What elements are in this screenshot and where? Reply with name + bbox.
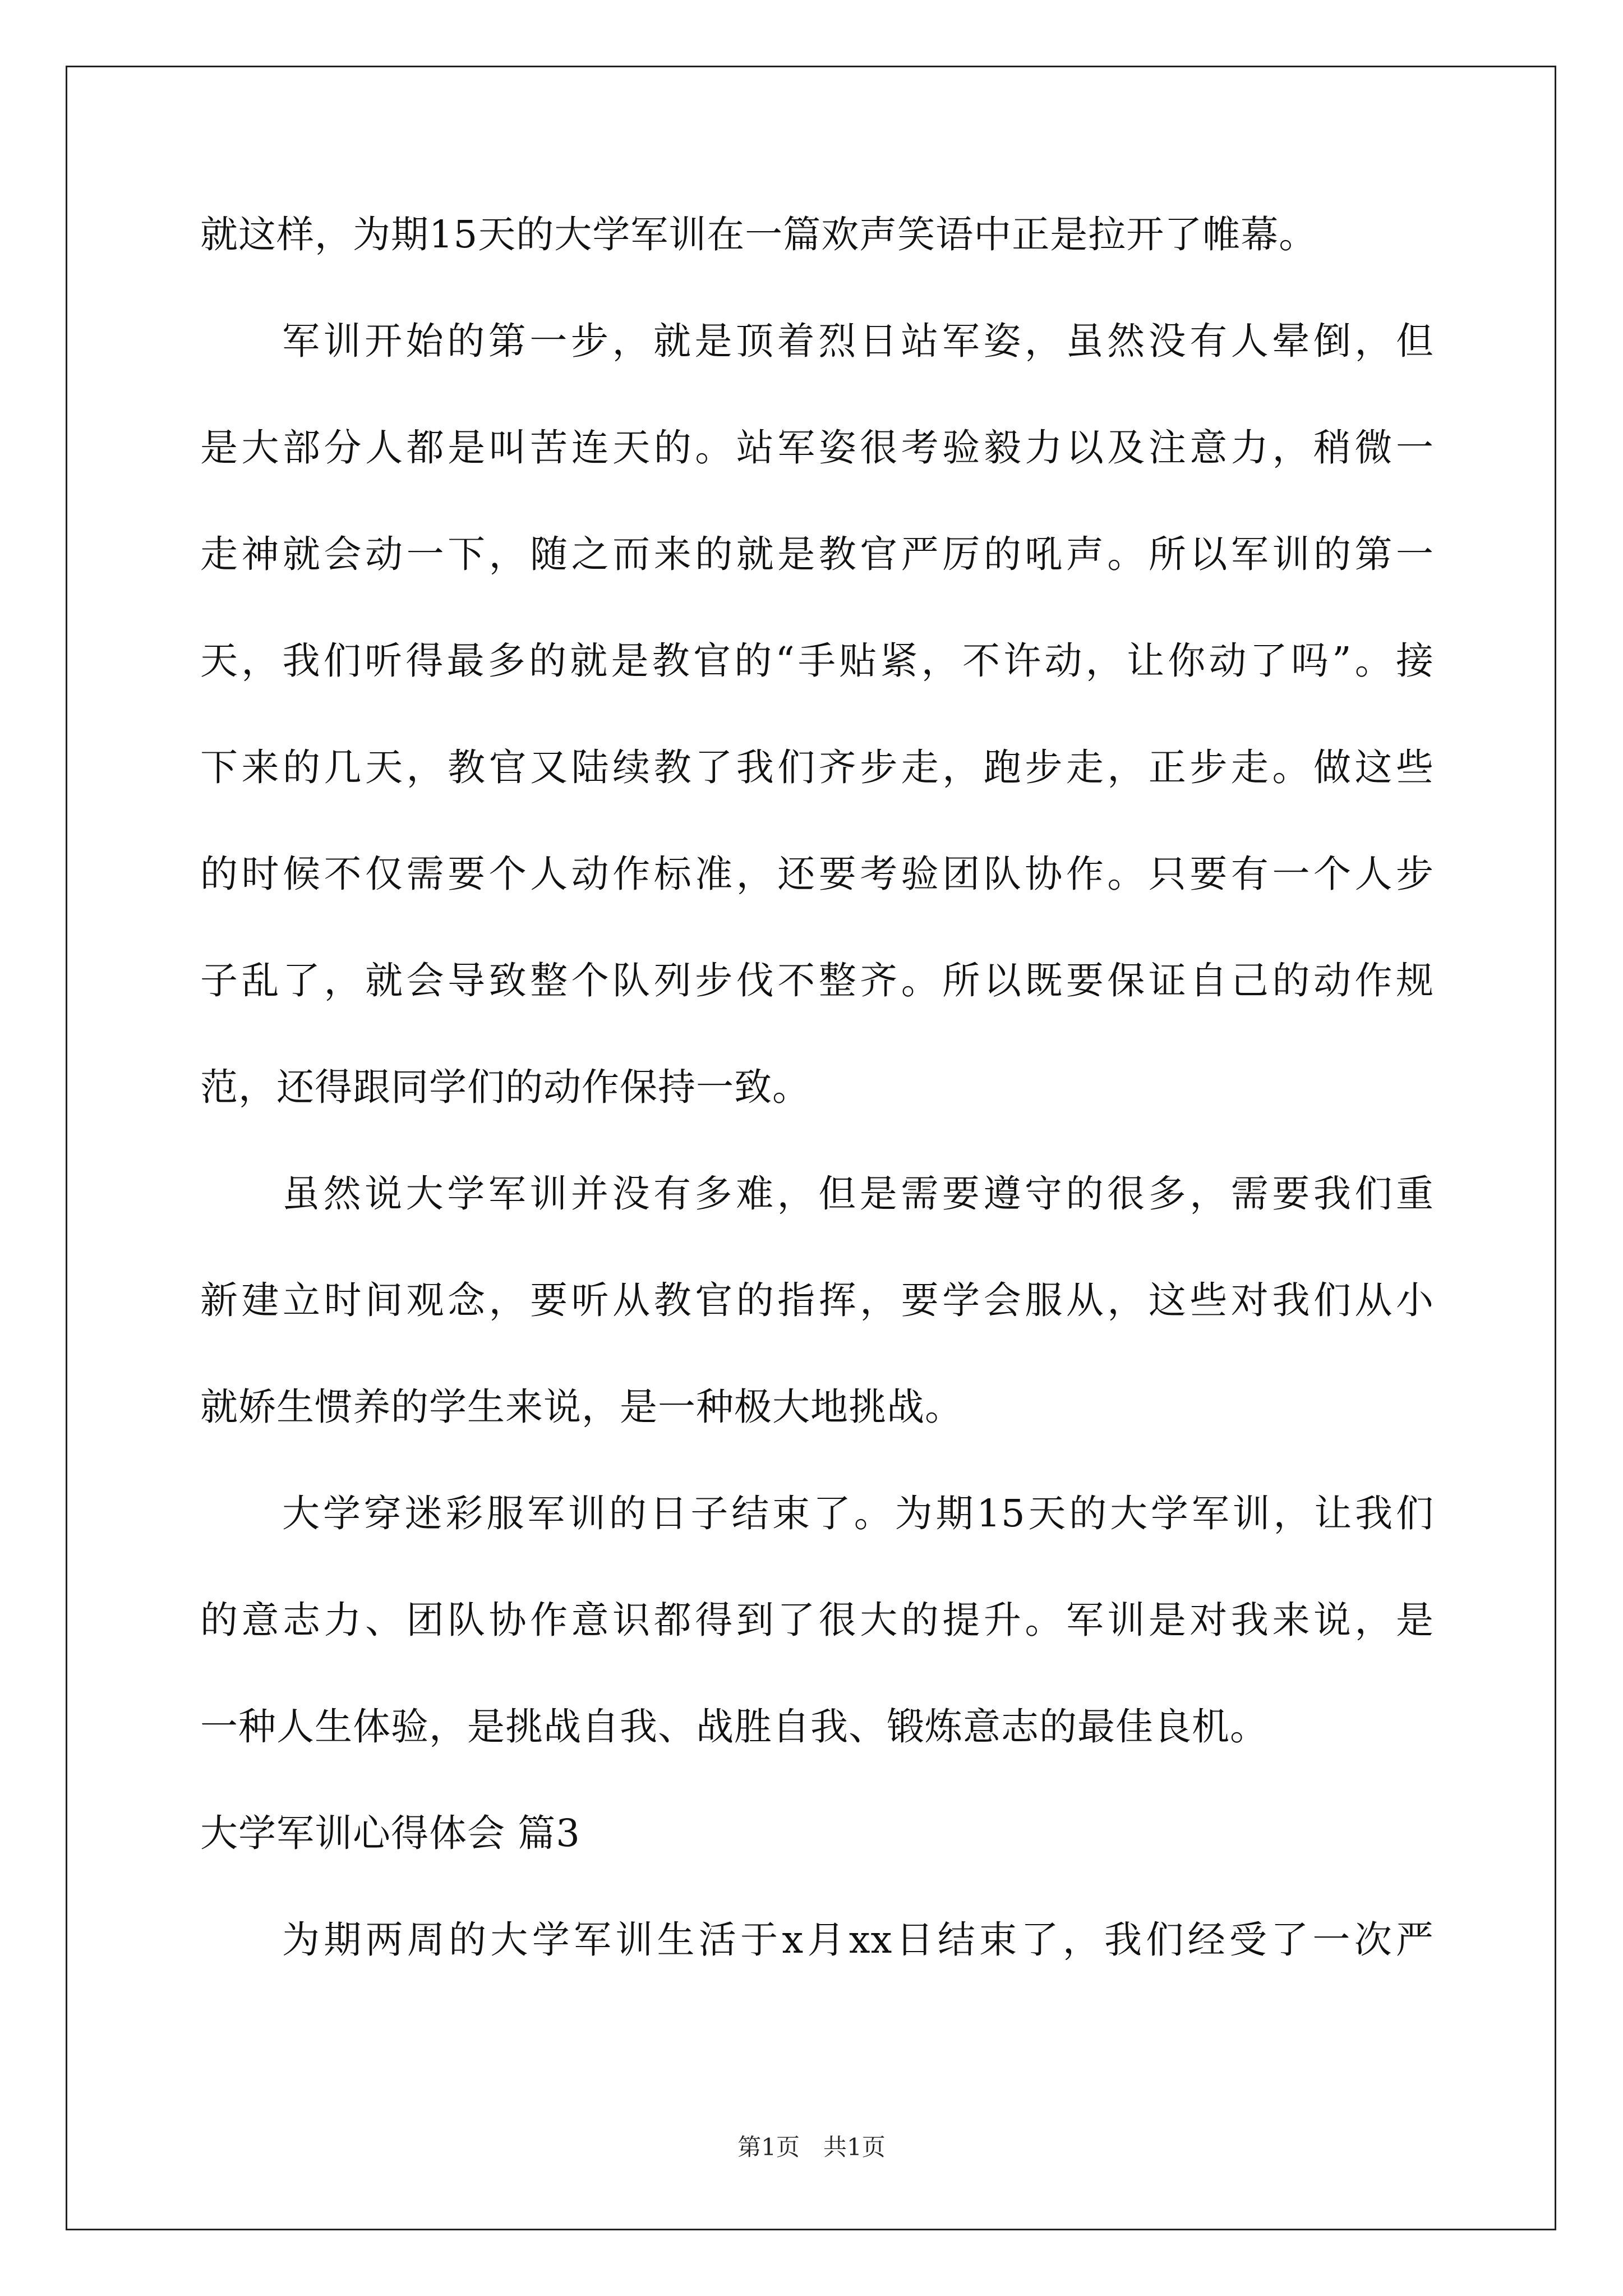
paragraph-line: 一种人生体验，是挑战自我、战胜自我、锻炼意志的最佳良机。	[200, 1705, 1268, 1749]
paragraph-line: 新建立时间观念，要听从教官的指挥，要学会服从，这些对我们从小	[200, 1278, 1434, 1322]
paragraph-line: 天，我们听得最多的就是教官的“手贴紧，不许动，让你动了吗”。接	[200, 639, 1434, 683]
page-number: 第1页	[737, 2133, 800, 2161]
paragraph-line: 就娇生惯养的学生来说，是一种极大地挑战。	[200, 1385, 963, 1429]
paragraph-line: 范，还得跟同学们的动作保持一致。	[200, 1065, 810, 1109]
paragraph-line: 虽然说大学军训并没有多难，但是需要遵守的很多，需要我们重	[282, 1172, 1434, 1216]
paragraph-line: 的时候不仅需要个人动作标准，还要考验团队协作。只要有一个人步	[200, 852, 1434, 896]
paragraph-line: 就这样，为期15天的大学军训在一篇欢声笑语中正是拉开了帷幕。	[200, 213, 1317, 256]
document-body	[200, 213, 1434, 2028]
paragraph-line: 是大部分人都是叫苦连天的。站军姿很考验毅力以及注意力，稍微一	[200, 426, 1434, 470]
paragraph-line: 子乱了，就会导致整个队列步伐不整齐。所以既要保证自己的动作规	[200, 959, 1434, 1002]
page-footer	[0, 2133, 1623, 2161]
paragraph-line: 走神就会动一下，随之而来的就是教官严厉的吼声。所以军训的第一	[200, 532, 1434, 576]
paragraph-line: 为期两周的大学军训生活于x月xx日结束了，我们经受了一次严	[282, 1918, 1434, 1962]
section-heading: 大学军训心得体会 篇3	[200, 1811, 580, 1855]
page-total: 共1页	[823, 2133, 886, 2161]
paragraph-line: 军训开始的第一步，就是顶着烈日站军姿，虽然没有人晕倒，但	[282, 319, 1434, 363]
paragraph-line: 的意志力、团队协作意识都得到了很大的提升。军训是对我来说，是	[200, 1598, 1434, 1642]
paragraph-line: 大学穿迷彩服军训的日子结束了。为期15天的大学军训，让我们	[282, 1492, 1434, 1535]
paragraph-line: 下来的几天，教官又陆续教了我们齐步走，跑步走，正步走。做这些	[200, 746, 1434, 789]
